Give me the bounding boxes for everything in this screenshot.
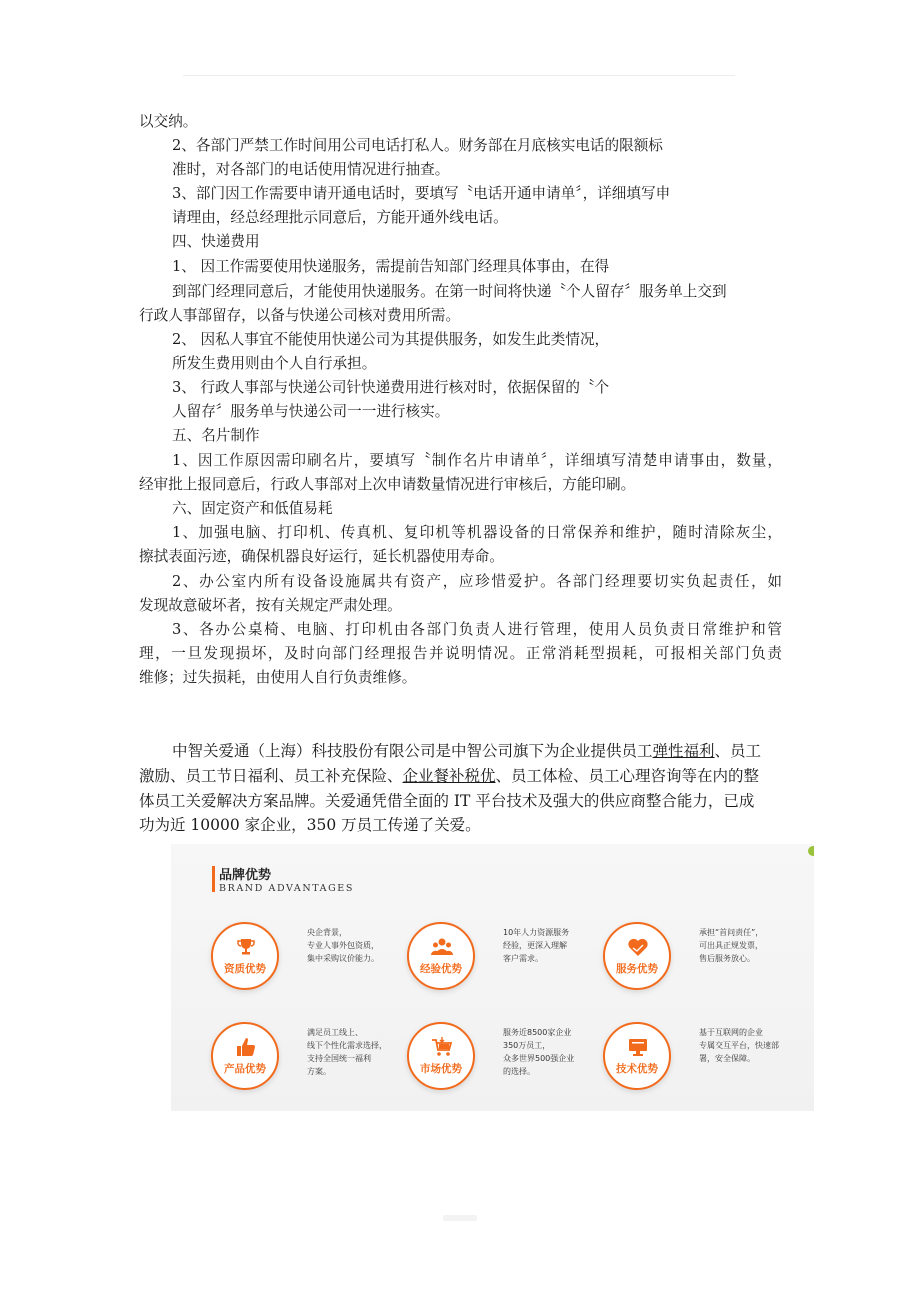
advantage-badge bbox=[211, 922, 279, 990]
advantage-desc bbox=[307, 1026, 387, 1078]
desc-line: 服务近8500家企业 bbox=[503, 1028, 572, 1037]
advantage-desc bbox=[503, 1026, 574, 1078]
desc-line: 经验，更深入理解 bbox=[503, 941, 567, 950]
advantage-desc bbox=[307, 926, 379, 965]
paragraph-line: 到部门经理同意后，才能使用快递服务。在第一时间将快递〝个人留存〞服务单上交到 bbox=[172, 283, 727, 300]
paragraph-line: 经审批上报同意后，行政人事部对上次申请数量情况进行审核后，方能印刷。 bbox=[139, 476, 636, 493]
promo-line: 功为近 10000 家企业，350 万员工传递了关爱。 bbox=[139, 816, 481, 834]
paragraph-line: 维修；过失损耗，由使用人自行负责维修。 bbox=[139, 669, 417, 686]
paragraph-line: 请理由，经总经理批示同意后，方能开通外线电话。 bbox=[172, 209, 508, 226]
advantage-card bbox=[407, 922, 597, 1002]
desc-line: 满足员工线上、 bbox=[307, 1028, 363, 1037]
page-footer-mark bbox=[443, 1215, 477, 1221]
advantage-badge bbox=[603, 1022, 671, 1090]
paragraph-line: 人留存〞服务单与快递公司一一进行核实。 bbox=[172, 403, 450, 420]
banner-title: 品牌优势 bbox=[219, 868, 272, 883]
desc-line: 基于互联网的企业 bbox=[699, 1028, 763, 1037]
advantage-label: 资质优势 bbox=[224, 963, 266, 975]
paragraph-line: 2、办公室内所有设备设施属共有资产，应珍惜爱护。各部门经理要切实负起责任，如 bbox=[172, 573, 782, 590]
promo-text: 、员工体检、员工心理咨询等在内的整 bbox=[495, 767, 760, 785]
desc-line: 可出具正规发票， bbox=[699, 941, 763, 950]
paragraph-line: 3、部门因工作需要申请开通电话时，要填写〝电话开通申请单〞，详细填写申 bbox=[172, 185, 671, 202]
advantage-badge bbox=[407, 1022, 475, 1090]
advantage-card bbox=[407, 1022, 597, 1102]
cart-icon bbox=[431, 1036, 453, 1058]
desc-line: 方案。 bbox=[307, 1067, 331, 1076]
promo-text: 、员工 bbox=[714, 742, 762, 760]
paragraph-line: 擦拭表面污迹，确保机器良好运行，延长机器使用寿命。 bbox=[139, 548, 504, 565]
desc-line: 售后服务放心。 bbox=[699, 954, 755, 963]
desc-line: 承担“首问责任”， bbox=[699, 928, 764, 937]
advantage-label: 产品优势 bbox=[224, 1063, 266, 1075]
desc-line: 央企背景， bbox=[307, 928, 347, 937]
paragraph-line: 2、 因私人事宜不能使用快递公司为其提供服务，如发生此类情况， bbox=[172, 331, 610, 348]
desc-line: 350万员工， bbox=[503, 1041, 551, 1050]
promo-line bbox=[139, 764, 759, 788]
advantage-label: 市场优势 bbox=[420, 1063, 462, 1075]
title-accent-bar bbox=[212, 866, 215, 892]
advantage-desc bbox=[699, 1026, 779, 1065]
desc-line: 客户需求。 bbox=[503, 954, 543, 963]
desc-line: 专属交互平台，快速部 bbox=[699, 1041, 779, 1050]
people-icon bbox=[431, 936, 453, 958]
paragraph-line: 2、各部门严禁工作时间用公司电话打私人。财务部在月底核实电话的限额标 bbox=[172, 137, 663, 154]
desc-line: 10年人力资源服务 bbox=[503, 928, 570, 937]
advantage-desc bbox=[503, 926, 569, 965]
desc-line: 署，安全保障。 bbox=[699, 1054, 755, 1063]
advantage-card bbox=[211, 922, 401, 1002]
heart-hands-icon bbox=[627, 936, 649, 958]
desc-line: 集中采购议价能力。 bbox=[307, 954, 379, 963]
promo-line: 体员工关爱解决方案品牌。关爱通凭借全面的 IT 平台技术及强大的供应商整合能力，已成 bbox=[139, 792, 755, 810]
promo-line bbox=[172, 739, 761, 763]
advantage-label: 技术优势 bbox=[616, 1063, 658, 1075]
section-heading: 六、固定资产和低值易耗 bbox=[172, 500, 333, 517]
monitor-icon bbox=[627, 1036, 649, 1058]
promo-text: 激励、员工节日福利、员工补充保险、 bbox=[139, 767, 403, 785]
trophy-icon bbox=[235, 936, 257, 958]
header-rule bbox=[183, 75, 735, 76]
advantage-badge bbox=[211, 1022, 279, 1090]
banner-subtitle: BRAND ADVANTAGES bbox=[219, 883, 354, 894]
paragraph-line: 准时，对各部门的电话使用情况进行抽查。 bbox=[172, 161, 450, 178]
paragraph-line: 以交纳。 bbox=[139, 113, 198, 130]
paragraph-line: 1、加强电脑、打印机、传真机、复印机等机器设备的日常保养和维护，随时清除灰尘， bbox=[172, 524, 782, 541]
advantage-card bbox=[603, 1022, 793, 1102]
section-heading: 四、快递费用 bbox=[172, 233, 260, 250]
link-meal-tax[interactable]: 企业餐补税优 bbox=[402, 767, 496, 785]
advantage-label: 经验优势 bbox=[420, 963, 462, 975]
advantage-desc bbox=[699, 926, 763, 965]
desc-line: 众多世界500强企业 bbox=[503, 1054, 575, 1063]
advantage-badge bbox=[407, 922, 475, 990]
paragraph-line: 3、 行政人事部与快递公司针快递费用进行核对时，依据保留的〝个 bbox=[172, 379, 610, 396]
advantage-badge bbox=[603, 922, 671, 990]
paragraph-line: 1、 因工作需要使用快递服务，需提前告知部门经理具体事由，在得 bbox=[172, 258, 610, 275]
desc-line: 支持全国统一福利 bbox=[307, 1054, 371, 1063]
paragraph-line: 1、因工作原因需印刷名片，要填写〝制作名片申请单〞，详细填写清楚申请事由，数量， bbox=[172, 452, 782, 469]
leaf-icon bbox=[808, 846, 814, 856]
paragraph-line: 行政人事部留存，以备与快递公司核对费用所需。 bbox=[139, 307, 461, 324]
desc-line: 线下个性化需求选择， bbox=[307, 1041, 387, 1050]
link-flexible-welfare[interactable]: 弹性福利 bbox=[652, 742, 715, 760]
promo-text: 中智关爱通（上海）科技股份有限公司是中智公司旗下为企业提供员工 bbox=[172, 742, 653, 760]
brand-advantages-banner bbox=[171, 844, 814, 1111]
thumbs-up-icon bbox=[235, 1036, 257, 1058]
paragraph-line: 发现故意破坏者，按有关规定严肃处理。 bbox=[139, 597, 402, 614]
desc-line: 的选择。 bbox=[503, 1067, 535, 1076]
paragraph-line: 3、各办公桌椅、电脑、打印机由各部门负责人进行管理，使用人员负责日常维护和管 bbox=[172, 621, 782, 638]
paragraph-line: 所发生费用则由个人自行承担。 bbox=[172, 355, 377, 372]
advantage-card bbox=[603, 922, 793, 1002]
advantage-card bbox=[211, 1022, 401, 1102]
desc-line: 专业人事外包资质， bbox=[307, 941, 379, 950]
advantage-label: 服务优势 bbox=[616, 963, 658, 975]
section-heading: 五、名片制作 bbox=[172, 427, 260, 444]
paragraph-line: 理，一旦发现损坏，及时向部门经理报告并说明情况。正常消耗型损耗，可报相关部门负责 bbox=[139, 645, 782, 662]
